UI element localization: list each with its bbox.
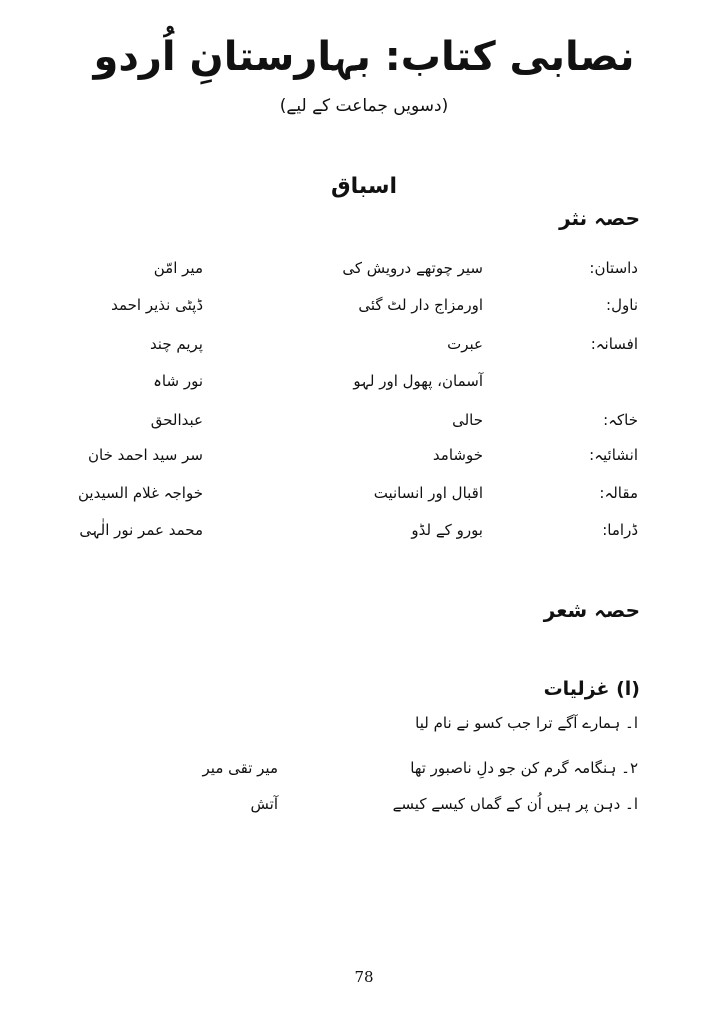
prose-row	[0, 405, 728, 435]
book-title: نصابی کتاب: بہارستانِ اُردو	[93, 34, 635, 80]
prose-work: آسمان، پھول اور لہو	[353, 372, 483, 390]
prose-genre: انشائیہ:	[589, 446, 638, 464]
verse-line: ا۔ دہن پر ہیں اُن کے گماں کیسے کیسے	[392, 795, 638, 813]
prose-author: محمد عمر نور الٰہی	[79, 521, 203, 539]
prose-genre: ڈراما:	[602, 521, 638, 539]
prose-genre: ناول:	[606, 296, 638, 314]
prose-work: سیر چوتھے درویش کی	[342, 259, 483, 277]
prose-author: میر امّن	[153, 259, 203, 277]
prose-genre: داستان:	[589, 259, 638, 277]
prose-row	[0, 329, 728, 359]
prose-section-heading: حصہ نثر	[559, 206, 640, 230]
verse-poet: آتش	[250, 795, 278, 813]
verse-line: ا۔ ہمارے آگے ترا جب کسو نے نام لیا	[415, 714, 638, 732]
prose-genre: مقالہ:	[599, 484, 638, 502]
poetry-section-heading: حصہ شعر	[543, 598, 640, 622]
ghazal-subheading: (ا) غزلیات	[543, 678, 640, 700]
prose-work: اورمزاج دار لٹ گئی	[358, 296, 483, 314]
prose-row	[0, 290, 728, 320]
prose-work: بورو کے لڈو	[411, 521, 483, 539]
verse-row	[0, 789, 728, 819]
prose-work: حالی	[452, 411, 483, 429]
book-subtitle: (دسویں جماعت کے لیے)	[279, 96, 449, 116]
verse-row	[0, 708, 728, 738]
prose-author: سر سید احمد خان	[88, 446, 203, 464]
prose-genre: افسانہ:	[590, 335, 638, 353]
prose-author: خواجہ غلام السیدین	[78, 484, 203, 502]
prose-author: عبدالحق	[150, 411, 203, 429]
prose-author: نور شاہ	[153, 372, 203, 390]
prose-work: عبرت	[447, 335, 483, 353]
prose-work: خوشامد	[432, 446, 483, 464]
prose-author: ڈپٹی نذیر احمد	[111, 296, 203, 314]
prose-row	[0, 253, 728, 283]
prose-row	[0, 515, 728, 545]
verse-poet: میر تقی میر	[202, 759, 278, 777]
prose-row	[0, 366, 728, 396]
verse-line: ۲۔ ہنگامہ گرم کن جو دلِ ناصبور تھا	[410, 759, 638, 777]
prose-row	[0, 440, 728, 470]
lessons-heading: اسباق	[330, 174, 398, 199]
prose-row	[0, 478, 728, 508]
prose-author: پریم چند	[149, 335, 203, 353]
verse-row	[0, 753, 728, 783]
prose-genre: خاکہ:	[603, 411, 638, 429]
prose-work: اقبال اور انسانیت	[373, 484, 483, 502]
page-number: 78	[354, 968, 374, 986]
